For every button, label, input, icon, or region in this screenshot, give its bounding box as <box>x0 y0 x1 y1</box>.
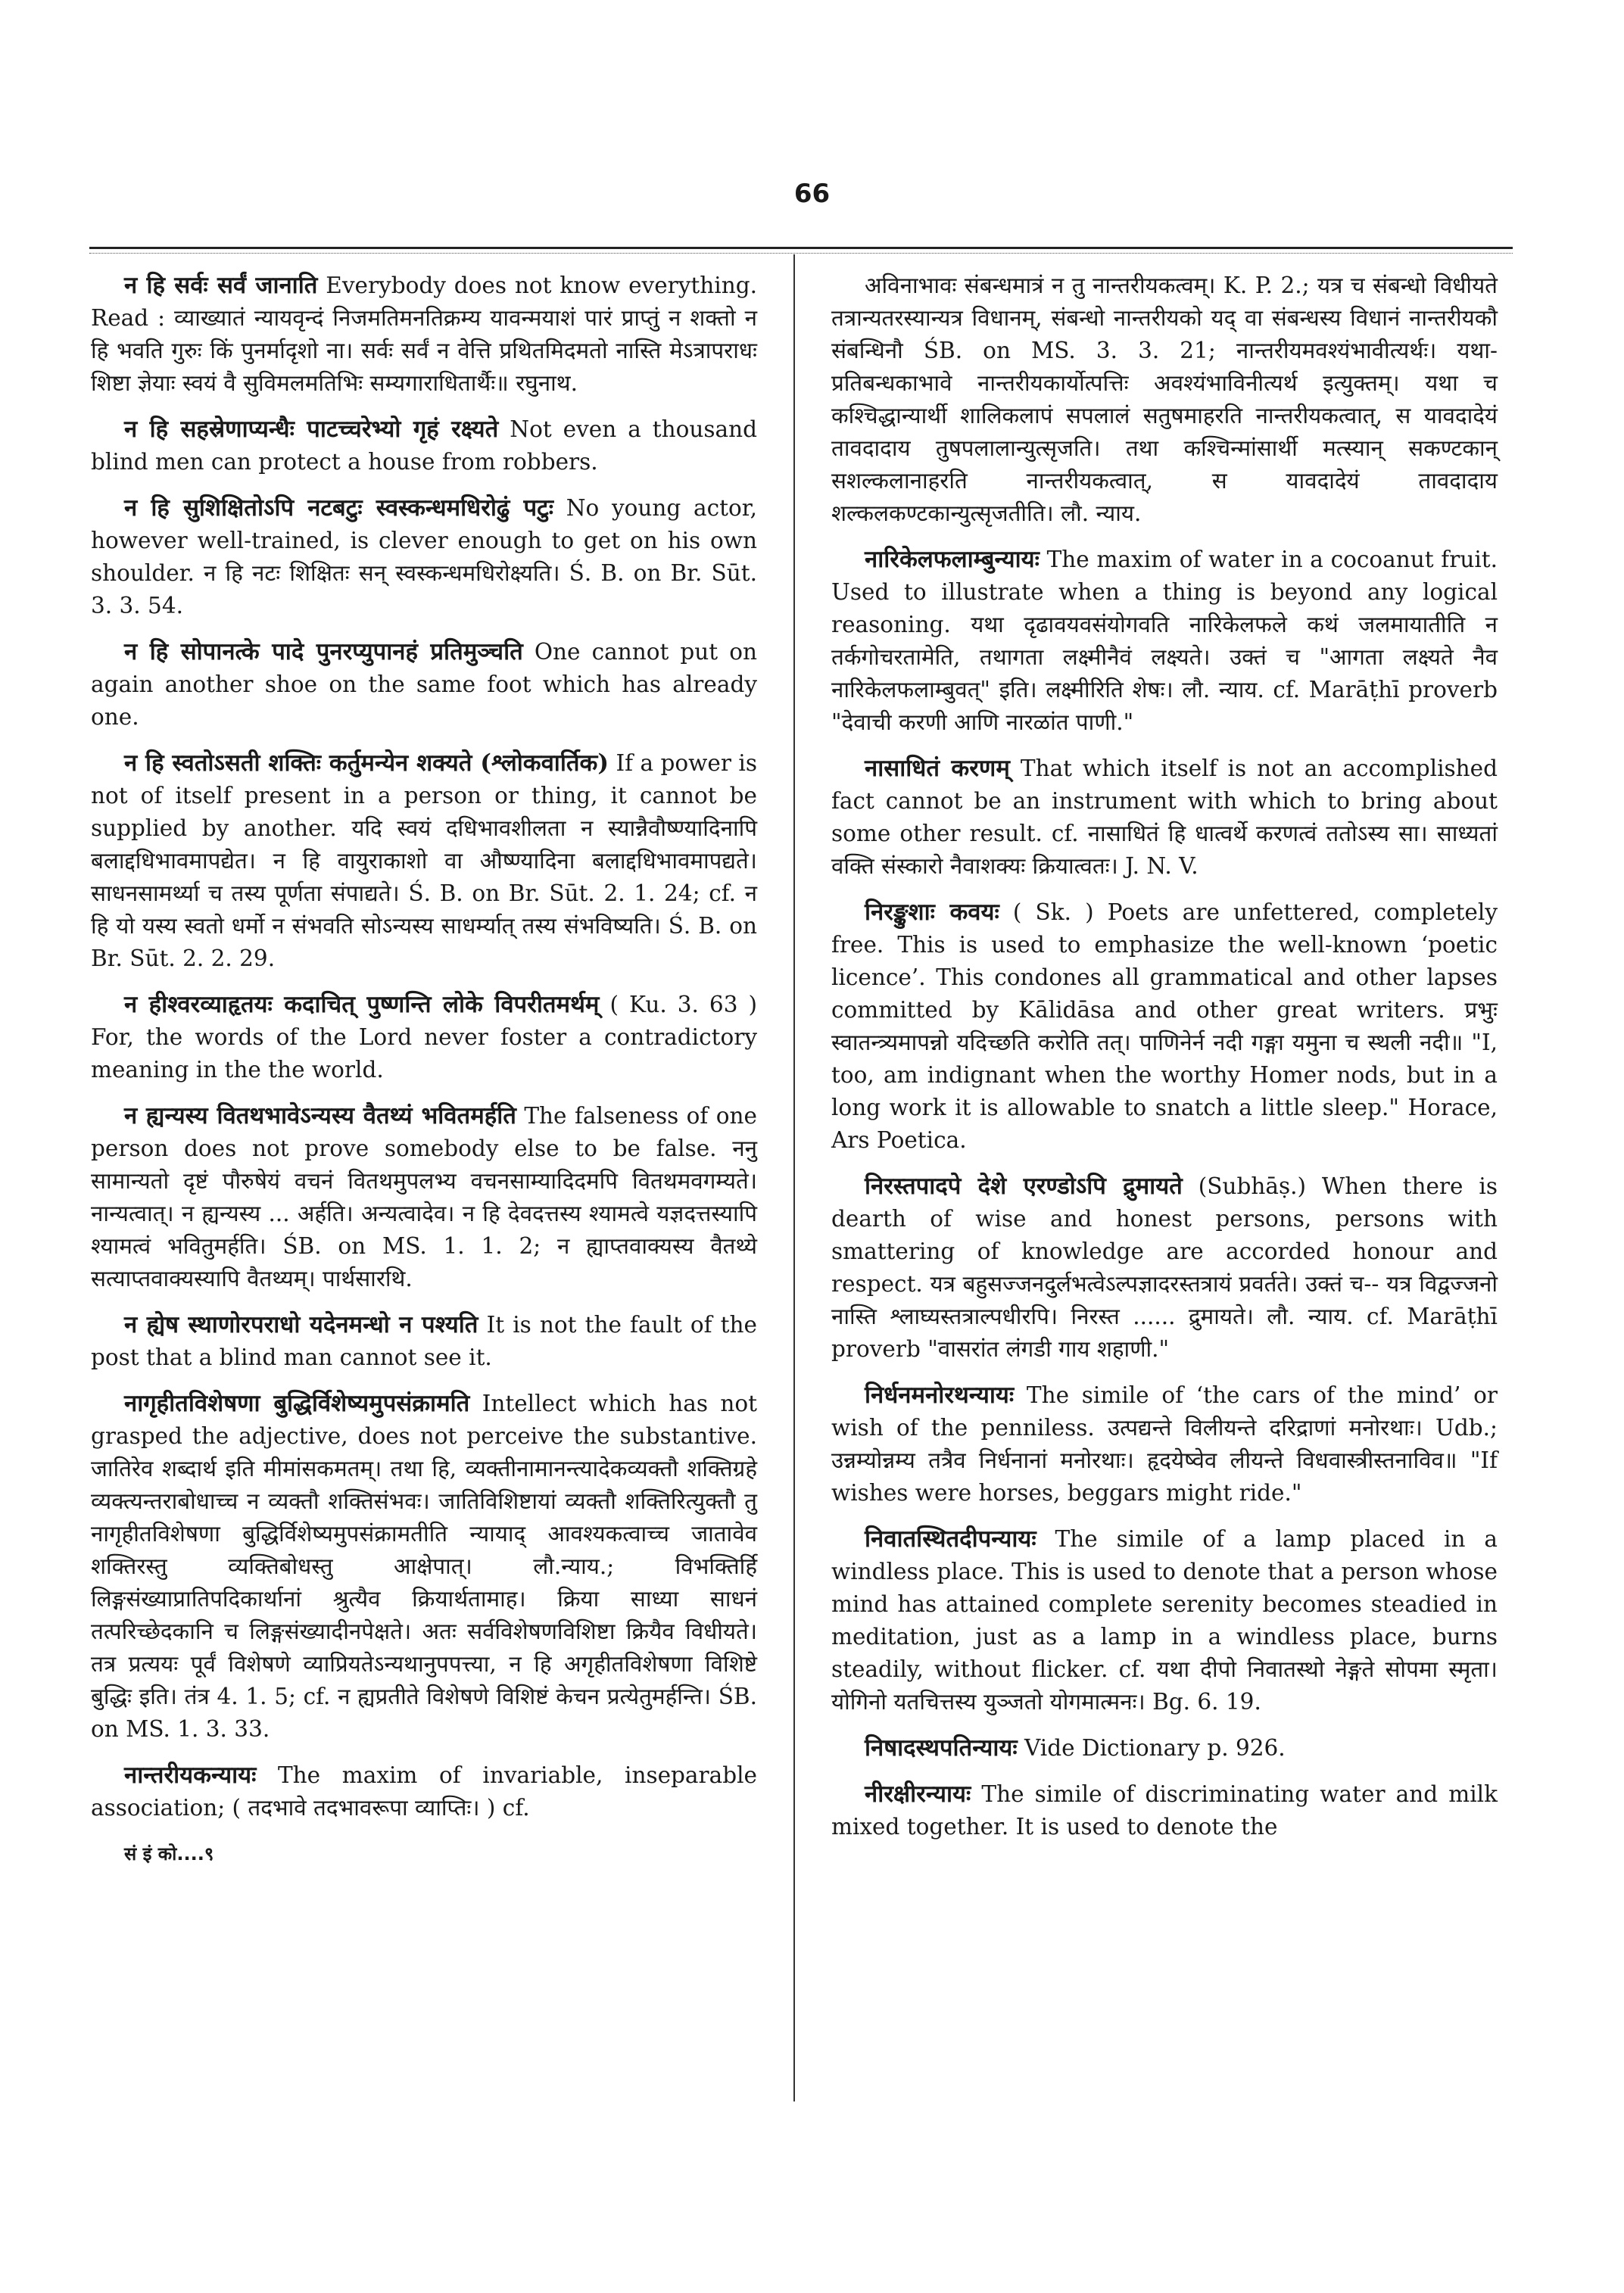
entry-text: It is not the fault of the post that a blind man cannot see it. <box>91 1312 757 1370</box>
page-number: 66 <box>793 179 831 209</box>
entry-headword: न हि सहस्रेणाप्यन्धैः पाटच्चरेभ्यो गृहं रक्ष्यते <box>124 416 499 443</box>
dictionary-entry <box>831 1170 1498 1366</box>
entry-headword: न हि सर्वः सर्वं जानाति <box>124 272 318 299</box>
entry-headword: न हीश्वरव्याहृतयः कदाचित् पुष्णन्ति लोके विपरीतमर्थम् <box>124 991 600 1018</box>
entry-text: The simile of ‘the cars of the mind’ or wish of the penniless. उत्पद्यन्ते विलीयन्ते दरिद्राणां मनोरथाः। Udb.; उन्नम्योन्नम्य तत्रैव निर्धनानां मनोरथाः। हृदयेष्वेव लीयन्ते विधवास्त्रीस्तनाविव॥ "If wishes were horses, beggars might ride." <box>831 1382 1498 1506</box>
entry-headword: नासाधितं करणम् <box>865 755 1010 782</box>
dictionary-entry <box>831 1379 1498 1509</box>
dictionary-entry <box>831 1523 1498 1718</box>
entry-headword: नागृहीतविशेषणा बुद्धिर्विशेष्यमुपसंक्रामति <box>124 1390 470 1417</box>
dictionary-entry <box>91 492 757 622</box>
entry-headword: नान्तरीयकन्यायः <box>124 1762 257 1789</box>
entry-text: Intellect which has not grasped the adjective, does not perceive the substantive. जातिरेव शब्दार्थ इति मीमांसकमतम्। तथा हि, व्यक्तीनामानन्त्यादेकव्यक्तौ शक्तिग्रहे व्यक्त्यन्तराबोधाच्च न व्यक्तौ शक्तिसंभवः। जातिविशिष्टायां व्यक्तौ शक्तिरित्युक्तौ तु नागृहीतविशेषणा बुद्धिर्विशेष्यमुपसंक्रामतीति न्यायाद् आवश्यकत्वाच्च जातावेव शक्तिरस्तु व्यक्तिबोधस्तु आक्षेपात्। लौ.न्याय.; विभक्तिर्हि लिङ्गसंख्याप्रातिपदिकार्थानां श्रुत्यैव क्रियार्थतामाह। क्रिया साध्या साधनं तत्परिच्छेदकानि च लिङ्गसंख्यादीनपेक्षते। अतः सर्वविशेषणविशिष्टा क्रियैव विधीयते। तत्र प्रत्ययः पूर्वं विशेषणे व्याप्रियतेऽन्यथानुपपत्त्या, न हि अगृहीतविशेषणा विशिष्टे बुद्धिः इति। तंत्र 4. 1. 5; cf. न ह्यप्रतीते विशेषणे विशिष्टं केचन प्रत्येतुमर्हन्ति। ŚB. on MS. 1. 3. 33. <box>91 1391 757 1742</box>
entry-text: That which itself is not an accomplished fact cannot be an instrument with which to bring about some other result. cf. नासाधितं हि धात्वर्थे करणत्वं ततोऽस्य सा। साध्यतां वक्ति संस्कारो नैवाशक्यः क्रियात्वतः। J. N. V. <box>831 756 1498 879</box>
dictionary-entry <box>831 1778 1498 1843</box>
entry-text: The simile of a lamp placed in a windless place. This is used to denote that a person whose mind has attained complete serenity becomes steadied in meditation, just as a lamp in a windless place, burns steadily, without flicker. cf. यथा दीपो निवातस्थो नेङ्गते सोपमा स्मृता। योगिनो यतचित्तस्य युञ्जतो योगमात्मनः। Bg. 6. 19. <box>831 1526 1498 1715</box>
printer-signature: सं इं को....९ <box>124 1843 214 1865</box>
entry-headword: नारिकेलफलाम्बुन्यायः <box>865 546 1040 573</box>
dictionary-entry <box>91 1388 757 1746</box>
entry-text: Everybody does not know everything. Read : व्याख्यातं न्यायवृन्दं निजमतिमनतिक्रम्य यावन्मयाशं पारं प्राप्तुं न शक्तो न हि भवति गुरुः किं पुनर्मादृशो ना। सर्वः सर्वं न वेत्ति प्रथितमिदमतो नास्ति मेऽत्रापराधः शिष्टा ज्ञेयाः स्वयं वै सुविमलमतिभिः सम्यगाराधितार्थैः॥ रघुनाथ. <box>91 273 757 396</box>
entry-text: One cannot put on again another shoe on the same foot which has already one. <box>91 639 757 730</box>
entry-headword: निरस्तपादपे देशे एरण्डोऽपि द्रुमायते <box>865 1173 1183 1200</box>
column-divider <box>793 254 795 2101</box>
entry-headword: न हि स्वतोऽसती शक्तिः कर्तुमन्येन शक्यते (श्लोकवार्तिक) <box>124 749 609 777</box>
entry-text: No young actor, however well-trained, is clever enough to get on his own shoulder. न हि नटः शिक्षितः सन् स्वस्कन्धमधिरोक्ष्यति। Ś. B. on Br. Sūt. 3. 3. 54. <box>91 495 757 618</box>
entry-headword: निवातस्थितदीपन्यायः <box>865 1525 1036 1553</box>
entry-text: Not even a thousand blind men can protect a house from robbers. <box>91 416 757 475</box>
entry-text: अविनाभावः संबन्धमात्रं न तु नान्तरीयकत्वम्। K. P. 2.; यत्र च संबन्धो विधीयते तत्रान्यतरस्यान्यत्र विधानम्, संबन्धो नान्तरीयको यद् वा संबन्धस्य विधानं नान्तरीयकौ संबन्धिनौ ŚB. on MS. 3. 3. 21; नान्तरीयमवश्यंभावीत्यर्थः। यथा- प्रतिबन्धकाभावे नान्तरीयकार्योत्पत्तिः अवश्यंभाविनीत्यर्थ इत्युक्तम्। यथा च कश्चिद्धान्यार्थी शालिकलापं सपलालं सतुषमाहरति नान्तरीयकत्वात्, स यावदादेयं तावदादाय तुषपलालान्युत्सृजति। तथा कश्चिन्मांसार्थी मत्स्यान् सकण्टकान् सशल्कलानाहरति नान्तरीयकत्वात्, स यावदादेयं तावदादाय शल्कलकण्टकान्युत्सृजतीति। लौ. न्याय. <box>831 273 1498 526</box>
dictionary-entry <box>831 1732 1498 1765</box>
dictionary-entry <box>91 1100 757 1295</box>
dictionary-entry <box>91 269 757 400</box>
right-column <box>831 269 1498 1857</box>
dictionary-entry <box>91 747 757 975</box>
entry-headword: न ह्येष स्थाणोरपराधो यदेनमन्धो न पश्यति <box>124 1311 478 1338</box>
entry-text: If a power is not of itself present in a person or thing, it cannot be supplied by another. यदि स्वयं दधिभावशीलता न स्यान्नैवौष्ण्यादिनापि बलाद्दधिभावमापद्येत। न हि वायुराकाशो वा औष्ण्यादिना बलाद्दधिभावमापद्यते। साधनसामर्थ्या च तस्य पूर्णता संपाद्यते। Ś. B. on Br. Sūt. 2. 1. 24; cf. न हि यो यस्य स्वतो धर्मो न संभवति सोऽन्यस्य साधर्म्यात् तस्य संभविष्यति। Ś. B. on Br. Sūt. 2. 2. 29. <box>91 750 757 971</box>
entry-headword: निरङ्कुशाः कवयः <box>865 899 999 926</box>
entry-headword: निषादस्थपतिन्यायः <box>865 1734 1018 1762</box>
entry-text: The maxim of water in a cocoanut fruit. Used to illustrate when a thing is beyond any logical reasoning. यथा दृढावयवसंयोगवति नारिकेलफले कथं जलमायातीति न तर्कगोचरतामेति, तथागता लक्ष्मीनैवं लक्ष्यते। उक्तं च "आगता लक्ष्यते नैव नारिकेलफलाम्बुवत्" इति। लक्ष्मीरिति शेषः। लौ. न्याय. cf. Marāṭhī proverb "देवाची करणी आणि नारळांत पाणी." <box>831 547 1498 735</box>
entry-text: Vide Dictionary p. 926. <box>1024 1735 1286 1761</box>
entry-headword: न हि सुशिक्षितोऽपि नटबटुः स्वस्कन्धमधिरोढुं पटुः <box>124 494 553 522</box>
entry-headword: नीरक्षीरन्यायः <box>865 1781 971 1808</box>
dictionary-entry <box>831 269 1498 530</box>
dictionary-entry <box>831 544 1498 739</box>
header-rule-dotted <box>89 253 1513 254</box>
entry-headword: न ह्यन्यस्य वितथभावेऽन्यस्य वैतथ्यं भवितमर्हति <box>124 1102 516 1129</box>
dictionary-entry <box>91 989 757 1086</box>
dictionary-entry <box>91 1759 757 1824</box>
entry-headword: निर्धनमनोरथन्यायः <box>865 1382 1015 1409</box>
dictionary-entry <box>831 896 1498 1157</box>
dictionary-entry <box>91 636 757 734</box>
entry-text: ( Ku. 3. 63 ) For, the words of the Lord never foster a contradictory meaning in the the world. <box>91 992 757 1083</box>
left-column <box>91 269 757 1871</box>
entry-text: ( Sk. ) Poets are unfettered, completely free. This is used to emphasize the well-known ‘poetic licence’. This condones all grammatical and other lapses committed by Kālidāsa and other great writers. प्रभुः स्वातन्त्र्यमापन्नो यदिच्छति करोति तत्। पाणिनेर्न नदी गङ्गा यमुना च स्थली नदी॥ "I, too, am indignant when the worthy Homer nods, but in a long work it is allowable to snatch a little sleep." Horace, Ars Poetica. <box>831 899 1498 1153</box>
entry-headword: न हि सोपानत्के पादे पुनरप्युपानहं प्रतिमुञ्चति <box>124 638 523 665</box>
entry-text: The falseness of one person does not prove somebody else to be false. ननु सामान्यतो दृष्टं पौरुषेयं वचनं वितथमुपलभ्य वचनसाम्यादिदमपि वितथमवगम्यते। नान्यत्वात्। न ह्यन्यस्य ... अर्हति। अन्यत्वादेव। न हि देवदत्तस्य श्यामत्वे यज्ञदत्तस्यापि श्यामत्वं भवितुमर्हति। ŚB. on MS. 1. 1. 2; न ह्याप्तवाक्यस्य वैतथ्ये सत्याप्तवाक्यस्यापि वैतथ्यम्। पार्थसारथि. <box>91 1103 758 1291</box>
header-rule <box>89 247 1513 249</box>
entry-text: (Subhāṣ.) When there is dearth of wise and honest persons, persons with smattering of knowledge are accorded honour and respect. यत्र बहुसज्जनदुर्लभत्वेऽल्पज्ञादरस्तत्रायं प्रवर्तते। उक्तं च-- यत्र विद्वज्जनो नास्ति श्लाघ्यस्तत्राल्पधीरपि। निरस्त ...... द्रुमायते। लौ. न्याय. cf. Marāṭhī proverb "वासरांत लंगडी गाय शहाणी." <box>831 1173 1498 1362</box>
dictionary-entry <box>831 752 1498 883</box>
entry-text: The maxim of invariable, inseparable association; ( तदभावे तदभावरूपा व्याप्तिः। ) cf. <box>91 1762 757 1821</box>
dictionary-entry <box>91 1309 757 1374</box>
dictionary-entry <box>91 413 757 478</box>
entry-text: The simile of discriminating water and milk mixed together. It is used to denote the <box>831 1781 1498 1840</box>
